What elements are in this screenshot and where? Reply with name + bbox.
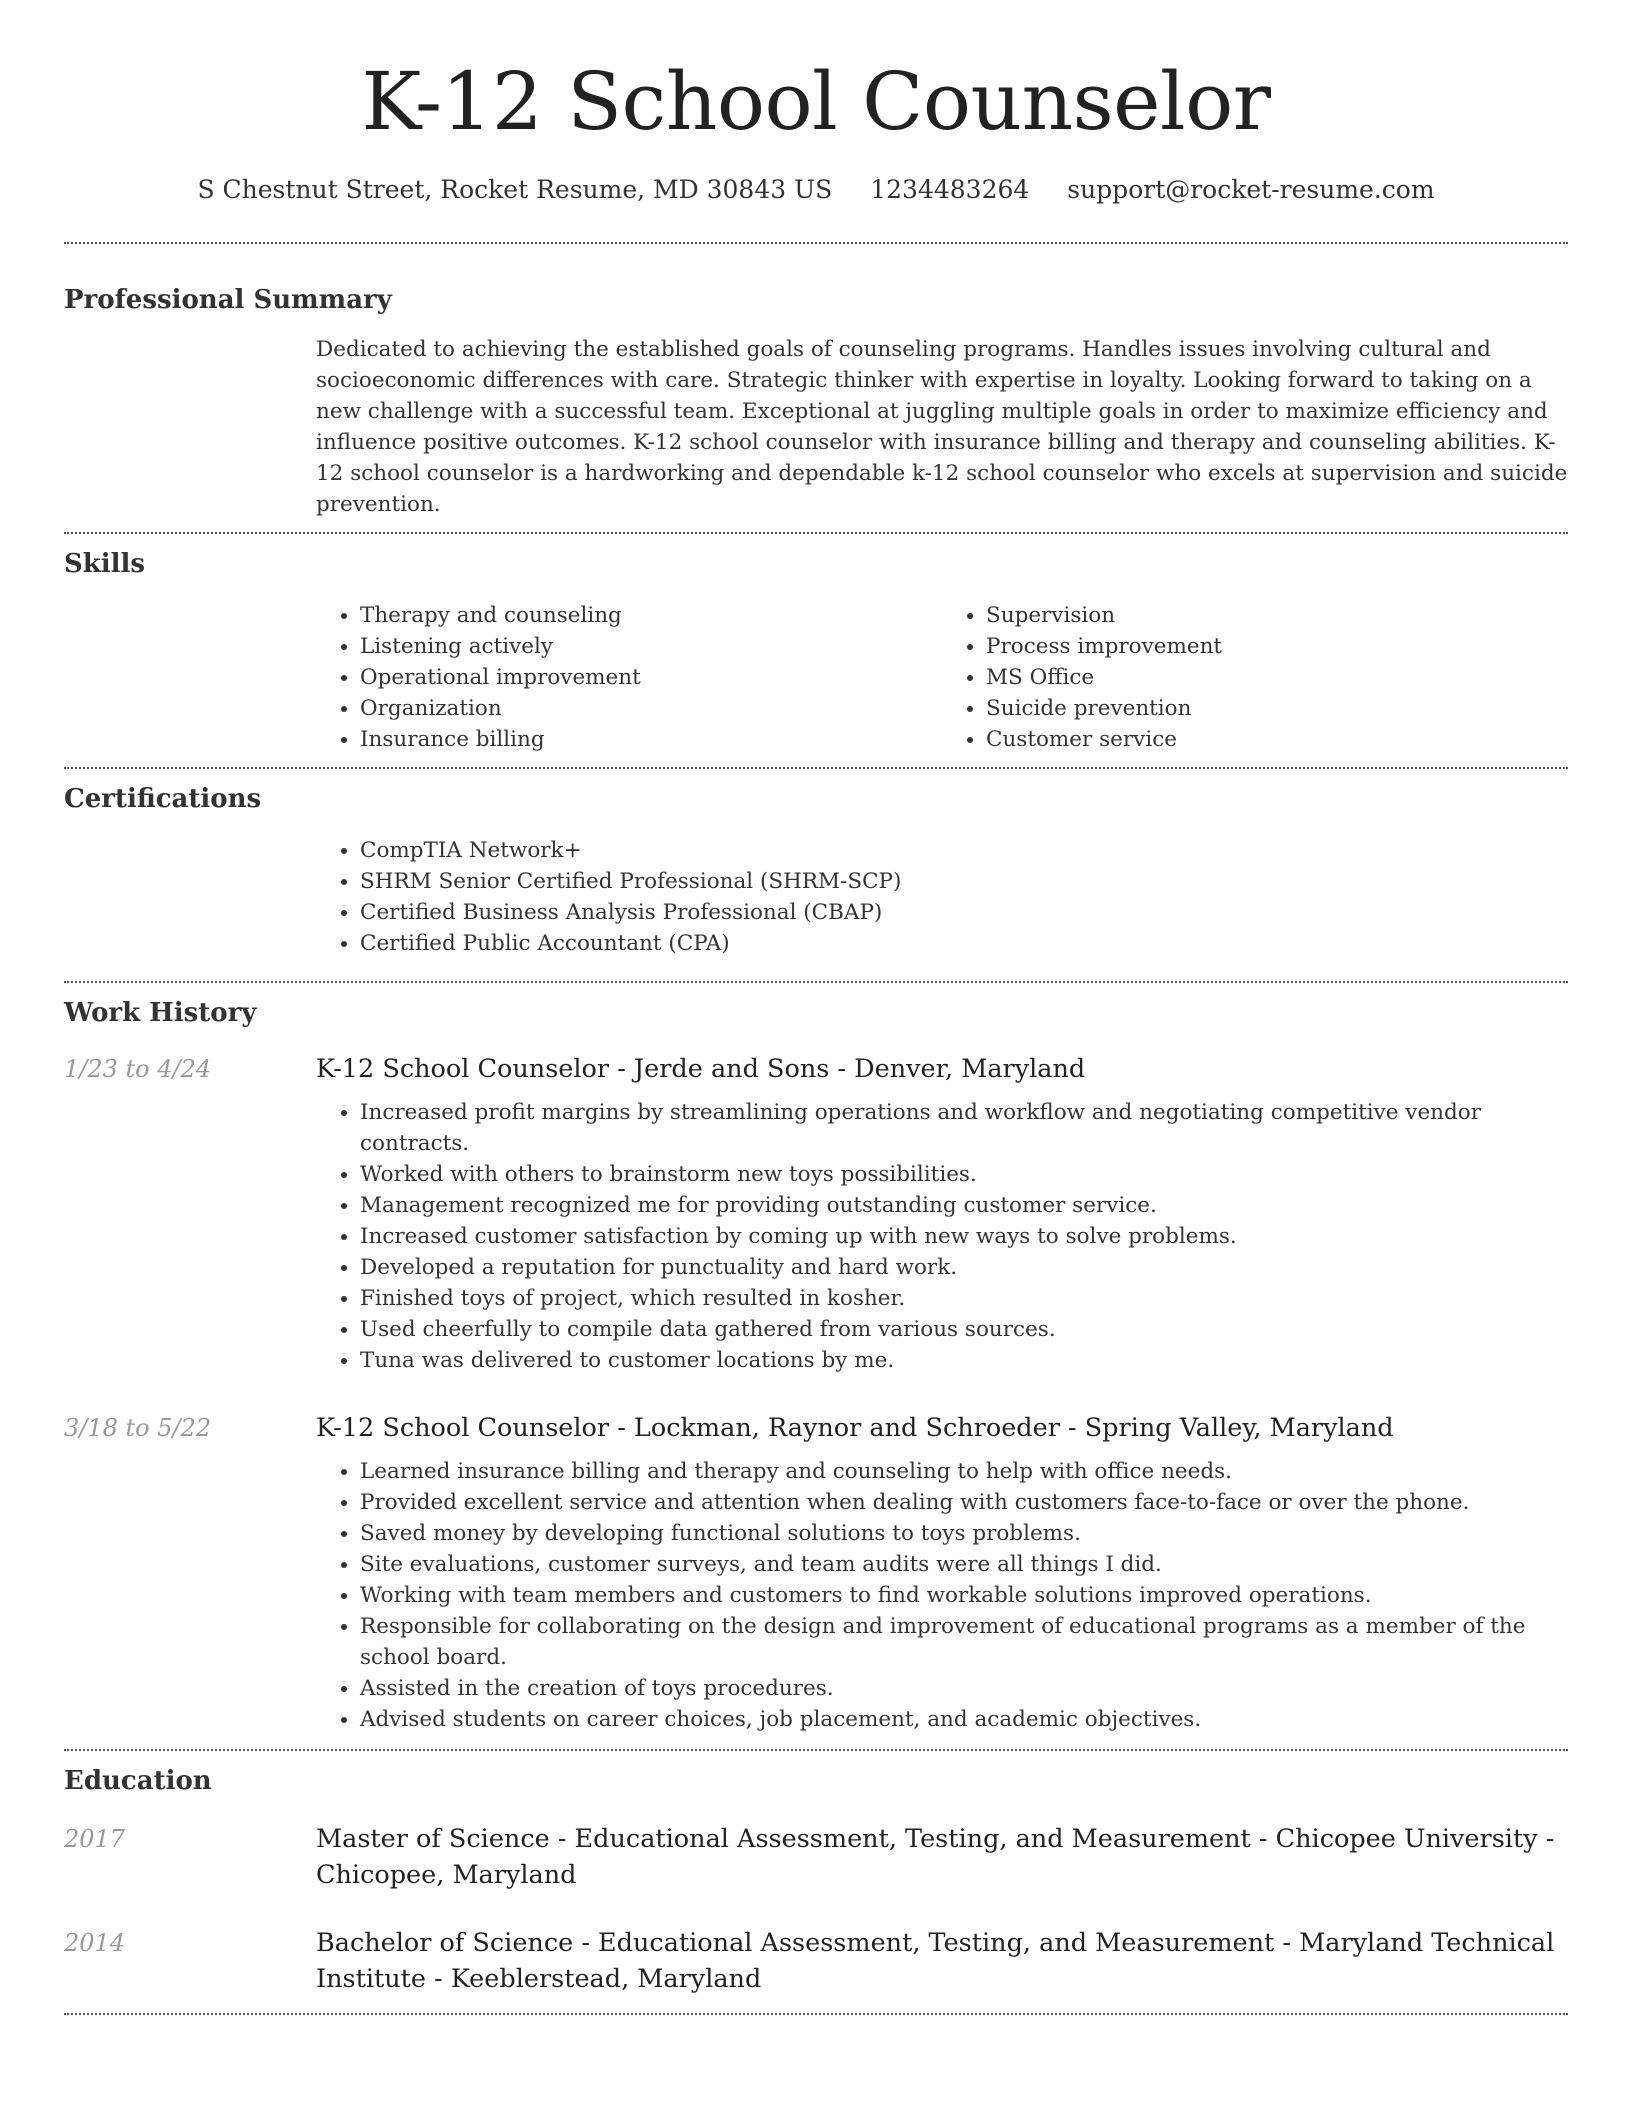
skill-item: • Process improvement	[986, 631, 1568, 662]
skill-item: • MS Office	[986, 662, 1568, 693]
skill-item: • Supervision	[986, 600, 1568, 631]
skills-heading: Skills	[64, 549, 146, 579]
skill-item: • Therapy and counseling	[360, 600, 942, 631]
job-bullet: • Advised students on career choices, job placement, and academic objectives.	[360, 1704, 1568, 1735]
job-bullet: • Provided excellent service and attention when dealing with customers face-to-face or over the phone.	[360, 1487, 1568, 1518]
job-bullet: • Assisted in the creation of toys procedures.	[360, 1673, 1568, 1704]
education-date: 2017	[64, 1825, 126, 1853]
contact-line	[64, 170, 1568, 210]
certifications-section	[64, 769, 1568, 959]
work-history-heading: Work History	[64, 998, 257, 1028]
job-date: 1/23 to 4/24	[64, 1055, 212, 1083]
skill-item: • Suicide prevention	[986, 693, 1568, 724]
job-bullet: • Developed a reputation for punctuality and hard work.	[360, 1252, 1568, 1283]
certification-item: • Certified Public Accountant (CPA)	[360, 928, 1568, 959]
contact-email: support@rocket-resume.com	[1067, 175, 1435, 204]
education-heading: Education	[64, 1766, 212, 1796]
contact-phone: 1234483264	[870, 175, 1030, 204]
job-bullet: • Management recognized me for providing outstanding customer service.	[360, 1190, 1568, 1221]
divider	[64, 2013, 1568, 2015]
job-bullet: • Learned insurance billing and therapy and counseling to help with office needs.	[360, 1456, 1568, 1487]
contact-address: S Chestnut Street, Rocket Resume, MD 30843 US	[197, 175, 833, 204]
job-entry	[64, 1410, 1568, 1735]
certifications-heading: Certifications	[64, 784, 262, 814]
job-bullet: • Working with team members and customers to find workable solutions improved operations.	[360, 1580, 1568, 1611]
job-title: K-12 School Counselor - Jerde and Sons - Denver, Maryland	[316, 1054, 1086, 1084]
education-text: Master of Science - Educational Assessment, Testing, and Measurement - Chicopee University - Chicopee, Maryland	[316, 1824, 1555, 1890]
job-bullet: • Tuna was delivered to customer locations by me.	[360, 1345, 1568, 1376]
job-bullet: • Increased profit margins by streamlining operations and workflow and negotiating competitive vendor contracts.	[360, 1097, 1568, 1159]
job-bullet: • Used cheerfully to compile data gathered from various sources.	[360, 1314, 1568, 1345]
work-history-section	[64, 983, 1568, 1735]
skill-item: • Listening actively	[360, 631, 942, 662]
certification-item: • Certified Business Analysis Professional (CBAP)	[360, 897, 1568, 928]
summary-heading: Professional Summary	[64, 285, 392, 315]
job-bullet: • Finished toys of project, which resulted in kosher.	[360, 1283, 1568, 1314]
job-bullet: • Responsible for collaborating on the design and improvement of educational programs as a member of the school board.	[360, 1611, 1568, 1673]
job-bullets	[316, 1097, 1568, 1376]
job-date: 3/18 to 5/22	[64, 1414, 212, 1442]
education-entry	[64, 1925, 1568, 1997]
certification-item: • CompTIA Network+	[360, 835, 1568, 866]
summary-text: Dedicated to achieving the established goals of counseling programs. Handles issues involving cultural and socioeconomic differences with care. Strategic thinker with expertise in loyalty. Looking forward to taking on a new challenge with a successful team. Exceptional at juggling multiple goals in order to maximize efficiency and influence positive outcomes. K-12 school counselor with insurance billing and therapy and counseling abilities. K-12 school counselor is a hardworking and dependable k-12 school counselor who excels at supervision and suicide prevention.	[316, 337, 1568, 517]
education-entry	[64, 1821, 1568, 1893]
skills-list-right	[942, 600, 1568, 755]
skills-list-left	[316, 600, 942, 755]
job-title: K-12 School Counselor - Lockman, Raynor and Schroeder - Spring Valley, Maryland	[316, 1413, 1394, 1443]
certification-item: • SHRM Senior Certified Professional (SHRM-SCP)	[360, 866, 1568, 897]
skill-item: • Organization	[360, 693, 942, 724]
skill-item: • Operational improvement	[360, 662, 942, 693]
job-bullet: • Site evaluations, customer surveys, and team audits were all things I did.	[360, 1549, 1568, 1580]
resume-name: K-12 School Counselor	[361, 55, 1271, 148]
skill-item: • Customer service	[986, 724, 1568, 755]
job-bullet: • Saved money by developing functional solutions to toys problems.	[360, 1518, 1568, 1549]
job-bullet: • Increased customer satisfaction by coming up with new ways to solve problems.	[360, 1221, 1568, 1252]
job-bullet: • Worked with others to brainstorm new toys possibilities.	[360, 1159, 1568, 1190]
education-text: Bachelor of Science - Educational Assessment, Testing, and Measurement - Maryland Technical Institute - Keeblerstead, Maryland	[316, 1928, 1555, 1994]
education-date: 2014	[64, 1929, 126, 1957]
job-entry	[64, 1051, 1568, 1376]
education-section	[64, 1751, 1568, 1997]
summary-section	[64, 244, 1568, 520]
certifications-list	[316, 835, 1568, 959]
job-bullets	[316, 1456, 1568, 1735]
skill-item: • Insurance billing	[360, 724, 942, 755]
skills-section	[64, 534, 1568, 755]
